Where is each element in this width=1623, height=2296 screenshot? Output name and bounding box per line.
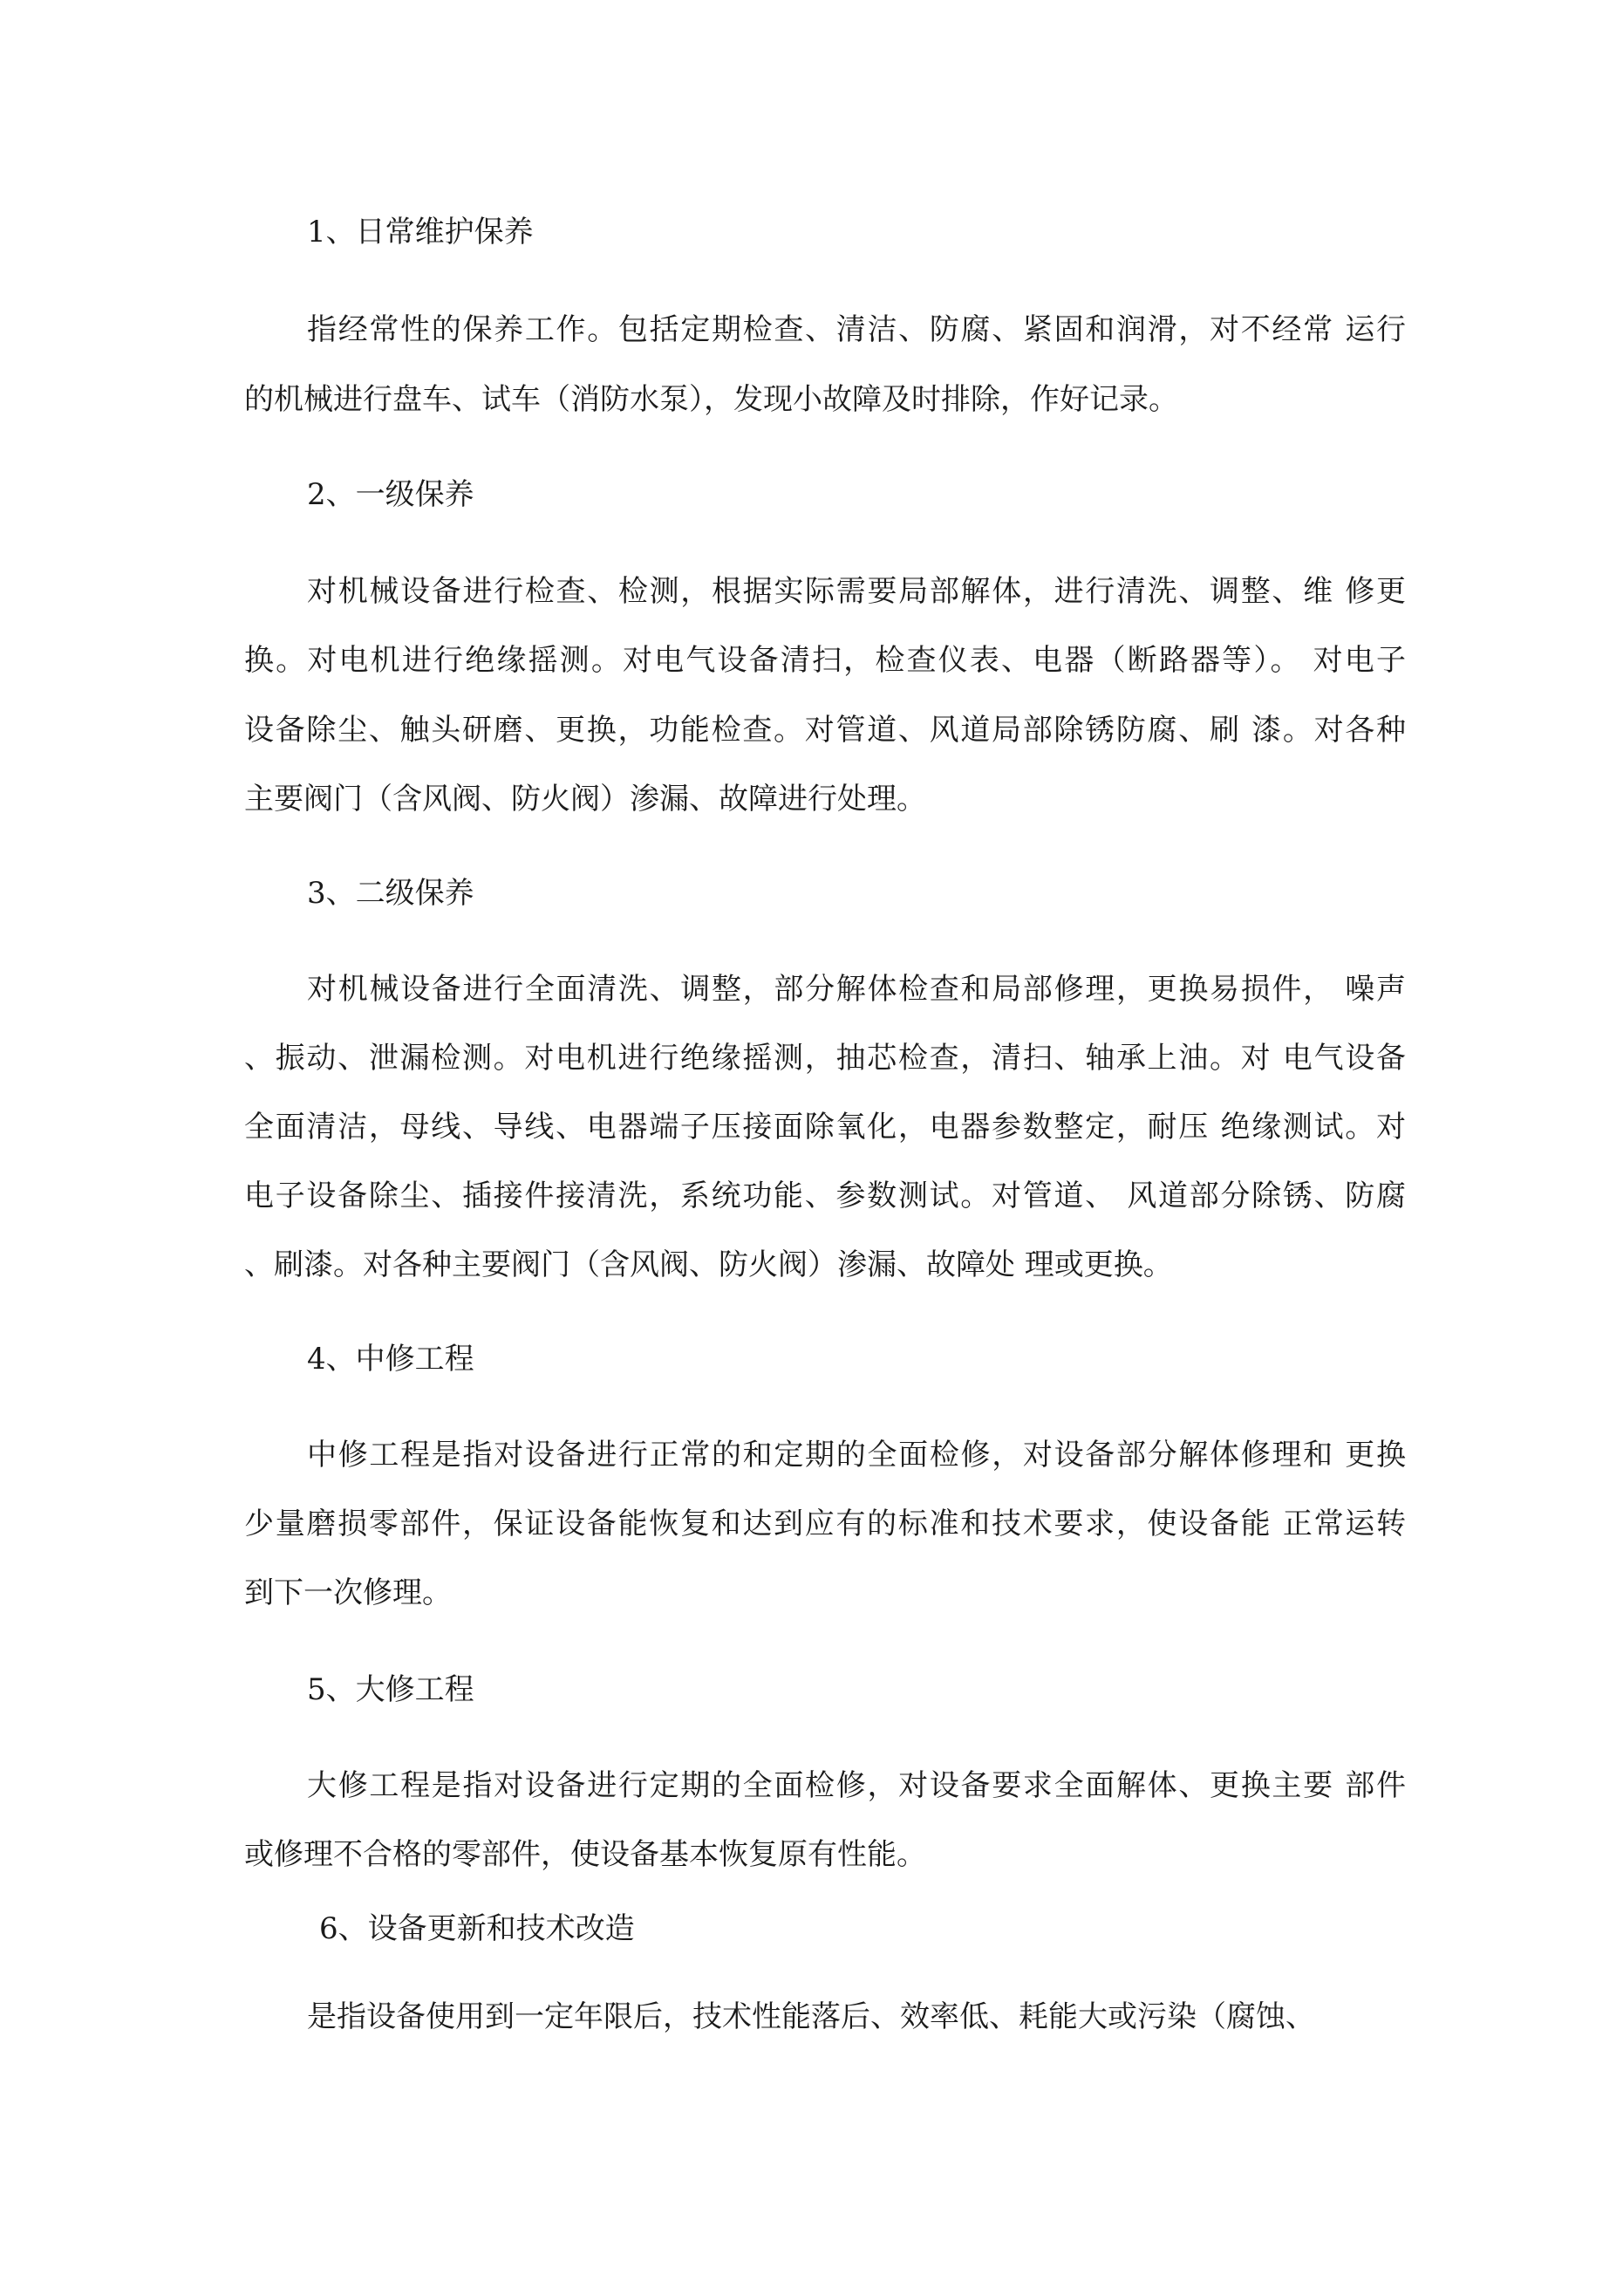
paragraph-line: 电子设备除尘、插接件接清洗，系统功能、参数测试。对管道、 风道部分除锈、防腐 (244, 1179, 1406, 1213)
paragraph-line: 的机械进行盘车、试车（消防水泵），发现小故障及时排除，作好记录。 (244, 382, 1178, 417)
paragraph-line: 对机械设备进行检查、检测，根据实际需要局部解体，进行清洗、调整、维 修更 (307, 574, 1406, 609)
section-heading: 1、日常维护保养 (307, 215, 534, 249)
paragraph-line: 设备除尘、触头研磨、更换，功能检查。对管道、风道局部除锈防腐、刷 漆。对各种 (244, 713, 1406, 748)
paragraph-line: 到下一次修理。 (244, 1575, 452, 1610)
paragraph-line: 、刷漆。对各种主要阀门（含风阀、防火阀）渗漏、故障处 理或更换。 (244, 1247, 1173, 1282)
paragraph-line: 大修工程是指对设备进行定期的全面检修，对设备要求全面解体、更换主要 部件 (307, 1768, 1406, 1803)
section-heading: 5、大修工程 (307, 1672, 474, 1707)
paragraph-line: 主要阀门（含风阀、防火阀）渗漏、故障进行处理。 (244, 782, 926, 817)
paragraph-line: 换。对电机进行绝缘摇测。对电气设备清扫，检查仪表、电器（断路器等）。 对电子 (244, 643, 1406, 678)
section-heading: 6、设备更新和技术改造 (319, 1911, 635, 1946)
paragraph-line: 中修工程是指对设备进行正常的和定期的全面检修，对设备部分解体修理和 更换 (307, 1438, 1406, 1473)
paragraph-line: 、振动、泄漏检测。对电机进行绝缘摇测，抽芯检查，清扫、轴承上油。对 电气设备 (244, 1041, 1406, 1076)
section-heading: 2、一级保养 (307, 477, 474, 512)
section-heading: 4、中修工程 (307, 1342, 474, 1377)
paragraph-line: 少量磨损零部件，保证设备能恢复和达到应有的标准和技术要求，使设备能 正常运转 (244, 1507, 1406, 1541)
paragraph-line: 指经常性的保养工作。包括定期检查、清洁、防腐、紧固和润滑，对不经常 运行 (307, 312, 1406, 347)
paragraph-line: 是指设备使用到一定年限后，技术性能落后、效率低、耗能大或污染（腐蚀、 (307, 1999, 1315, 2034)
section-heading: 3、二级保养 (307, 876, 474, 911)
paragraph-line: 或修理不合格的零部件，使设备基本恢复原有性能。 (244, 1837, 926, 1872)
paragraph-line: 全面清洁，母线、导线、电器端子压接面除氧化，电器参数整定，耐压 绝缘测试。对 (244, 1110, 1406, 1145)
paragraph-line: 对机械设备进行全面清洗、调整，部分解体检查和局部修理，更换易损件， 噪声 (307, 972, 1406, 1007)
